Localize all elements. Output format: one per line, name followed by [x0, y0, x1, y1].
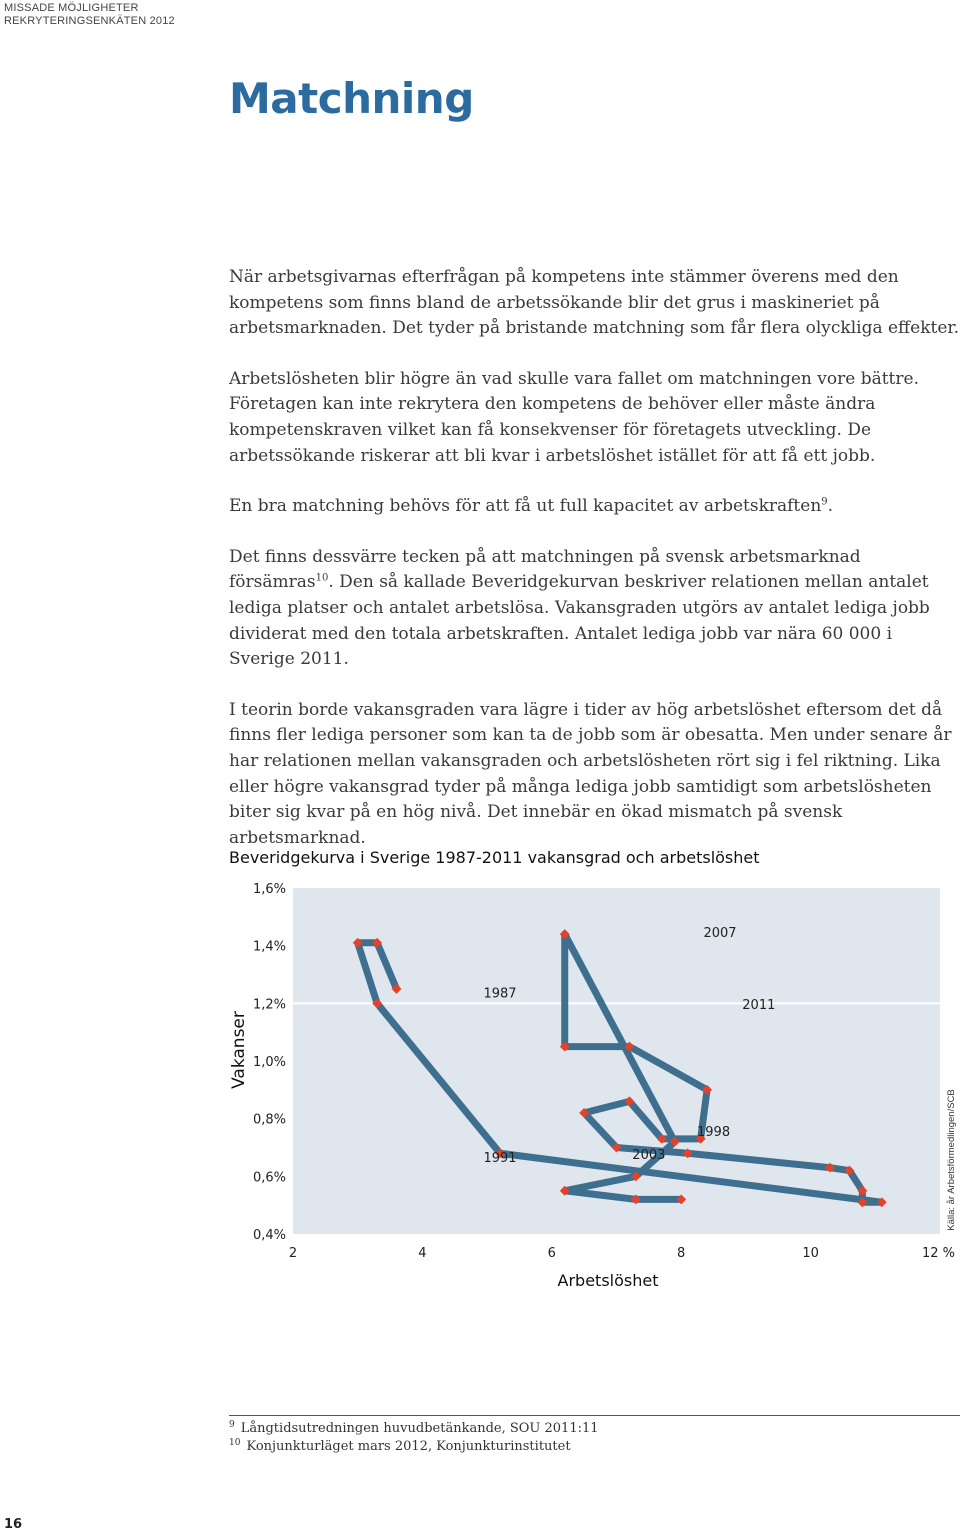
y-axis-label: Vakanser — [229, 1011, 249, 1089]
y-tick-label: 0,6% — [252, 1170, 286, 1186]
footnote-ref-9[interactable]: 9 — [821, 496, 828, 508]
y-tick-label: 1,0% — [252, 1055, 286, 1070]
paragraph-4: Det finns dessvärre tecken på att matchningen på svensk arbetsmarknad försämras$^{10}$. Den så kallade Beveridgekurvan beskriver relationen mellan antalet lediga platser och antalet arbetslösa. Vakansgraden utgörs av antalet lediga jobb dividerat med den totala arbetskraften. Antalet lediga jobb var nära 60 000 i Sverige 2011. — [229, 546, 930, 670]
x-tick-label: 10 — [802, 1246, 819, 1261]
header-line-2: REKRYTERINGSENKÄTEN 2012 — [4, 15, 175, 27]
year-annotation: 2011 — [742, 998, 776, 1014]
y-tick-label: 1,4% — [252, 939, 286, 955]
y-tick-label: 1,6% — [252, 882, 286, 897]
footnotes — [229, 1420, 599, 1456]
x-tick-label: 2 — [288, 1246, 298, 1261]
year-annotation: 2003 — [632, 1148, 666, 1164]
page-title: Matchning — [229, 74, 474, 123]
x-axis-label: Arbetslöshet — [557, 1271, 659, 1290]
paragraph-1: När arbetsgivarnas efterfrågan på kompetens inte stämmer överens med den kompetens som finns bland de arbetssökande blir det grus i maskineriet på arbetsmarknaden. Det tyder på bristande matchning som får flera olyckliga effekter. — [229, 267, 960, 339]
y-tick-label: 1,2% — [252, 997, 286, 1013]
year-annotation: 1998 — [697, 1124, 731, 1140]
year-annotation: 1987 — [483, 986, 517, 1002]
year-annotation: 2007 — [703, 926, 737, 942]
footnote-10: $^{10}$ Konjunkturläget mars 2012, Konjunkturinstitutet — [229, 1437, 571, 1454]
x-tick-label: 6 — [547, 1246, 556, 1261]
footnote-ref-10[interactable]: 10 — [315, 572, 329, 584]
source-note: Källa: år Arbetsförmedlingen/SCB — [946, 1089, 957, 1231]
header-line-1: MISSADE MÖJLIGHETER — [4, 2, 139, 14]
y-tick-label: 0,4% — [252, 1228, 286, 1243]
footnote-9: $^9$ Långtidsutredningen huvudbetänkande, SOU 2011:11 — [229, 1419, 599, 1436]
paragraph-2: Arbetslösheten blir högre än vad skulle vara fallet om matchningen vore bättre. Företagen kan inte rekrytera den kompetens de behöver eller måste ändra kompetenskraven vilket kan få konsekvenser för företagets utveckling. De arbetssökande riskerar att bli kvar i arbetslöshet istället för att få ett jobb. — [229, 368, 919, 466]
paragraph-3: En bra matchning behövs för att få ut full kapacitet av arbetskraften$^9$. — [229, 496, 834, 517]
x-tick-label: 4 — [418, 1246, 427, 1261]
footnote-divider — [229, 1415, 960, 1416]
paragraph-5: I teorin borde vakansgraden vara lägre i tider av hög arbetslöshet eftersom det då finns fler lediga personer som kan ta de jobb som är obesatta. Men under senare år har relationen mellan vakansgraden och arbetslösheten rört sig i fel riktning. Lika eller högre vakansgrad tyder på många lediga jobb samtidigt som arbetslösheten biter sig kvar på en hög nivå. Det innebär en ökad mismatch på svensk arbetsmarknad. — [229, 699, 952, 848]
page-number: 16 — [4, 1517, 23, 1532]
y-tick-label: 0,8% — [252, 1112, 286, 1128]
year-annotation: 1991 — [483, 1150, 517, 1166]
chart-title: Beveridgekurva i Sverige 1987-2011 vakansgrad och arbetslöshet — [229, 848, 760, 867]
x-tick-label: 12 % — [922, 1246, 956, 1261]
x-tick-label: 8 — [677, 1246, 686, 1261]
